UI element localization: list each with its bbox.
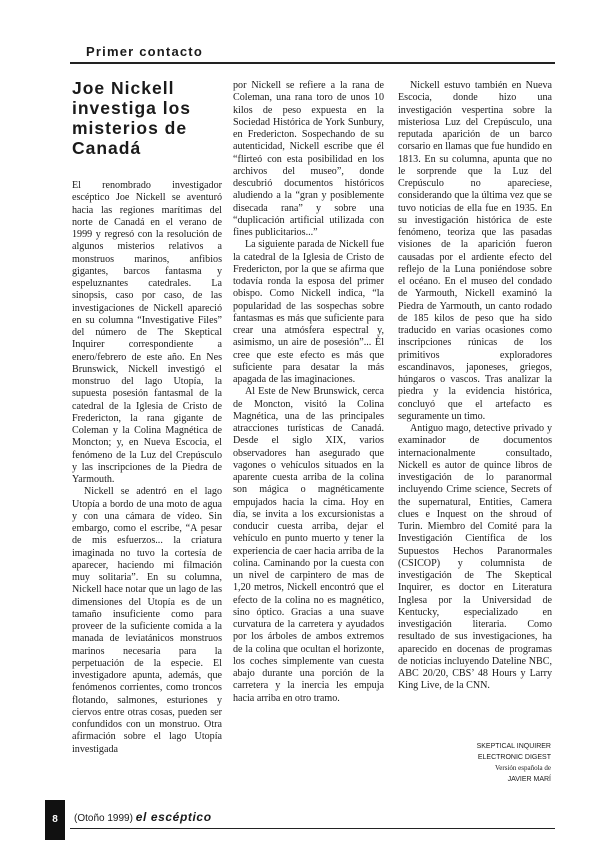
column-3 xyxy=(398,80,552,693)
issue-date: (Otoño 1999) xyxy=(74,813,133,824)
paragraph: por Nickell se refiere a la rana de Coleman, una rana toro de unos 10 kilos de peso expuesta en la Sociedad Histórica de York Sunbury, en Fredericton. Sospechando de su autenticidad, Nickell escribe que él “flirteó con esta posibilidad en los archivos del museo”, donde descubrió documentos históricos aludiendo a la “gran y posiblemente disecada rana” y sobre una “duplicación artificial utilizada con fines publicitarios...” xyxy=(233,80,384,238)
page-number: 8 xyxy=(45,800,65,840)
paragraph: Nickell se adentró en el lago Utopía a bordo de una moto de agua y con una cámara de vídeo. Sin embargo, como el escribe, “A pesar de mis esfuerzos... la criatura imaginada no tuvo la cortesía de aparecer, haciendo mi filmación muy solitaria”. En su columna, Nickell hace notar que un lago de las dimensiones del Utopía es de un tamaño insuficiente como para proveer de la suficiente comida a la manada de leviatánicos monstruos marinos necesaria para la perpetuación de la especie. El investigadore apunta, además, que fenómenos corrientes, como troncos flotando, salmones, esturiones y ciervos entre otras cosas, pueden ser confundidos con un monstruo. Otra afirmación sobre el lago Utopía investigada xyxy=(72,486,222,755)
paragraph: Antiguo mago, detective privado y examinador de documentos internacionalmente consultado, Nickell es autor de quince libros de investigación de lo paranormal incluyendo Crime science, Secrets of the supernatural, Entities, Camera clues e Inquest on the shroud of Turin. Miembro del Comité para la Investigación Científica de los Supuestos Hechos Paranormales (CSICOP) y columnista de investigación de The Skeptical Inquirer, es doctor en Literatura Inglesa por la Universidad de Kentucky, especializado en investigación literaria. Como resultado de sus investigaciones, ha aparecido en docenas de programas de noticias incluyendo Dateline NBC, ABC 20/20, CBS’ 48 Hours y Larry King Live, de la CNN. xyxy=(398,423,552,692)
paragraph: Al Este de New Brunswick, cerca de Moncton, visitó la Colina Magnética, una de las principales atracciones turísticas de Canadá. Desde el siglo XIX, varios observadores han asegurado que vagones o vehículos situados en la aparente cuesta arriba de la colina son mágica o magnéticamente empujados hacia la cima. Hoy en día, se invita a los excursionistas a conducir cuesta arriba, dejar el vehículo en punto muerto y tener la experiencia de caer hacia arriba de la colina. Caminando por la cuesta con un nivel de carpintero de mas de 1,20 metros, Nickell encontró que el efecto de la colina no es magnético, sino óptico. Gracias a una suave curvatura de la carretera y ayudados por los árboles de ambos extremos de la colina que ocultan el horizonte, los coches simplemente van cuesta abajo durante una porción de la carretera y la inercia les empuja hacia arriba en otro tramo. xyxy=(233,386,384,704)
credit-source: ELECTRONIC DIGEST xyxy=(477,754,551,761)
paragraph: El renombrado investigador escéptico Joe Nickell se aventuró hacia las regiones marítimas del norte de Canadá en el verano de 1999 y regresó con la resolución de algunos misterios relativos a monstruos marinos, anfibios gigantes, barcos fantasma y espeluznantes catedrales. La sinopsis, caso por caso, de las investigaciones de Nickell apareció en su columna “Investigative Files” del número de The Skeptical Inquirer correspondiente a enero/febrero de este año. En Nes Brunswick, Nickell investigó el monstruo del lago Utopía, la supuesta posesión fantasmal de la catedral de la Iglesia de Cristo de Fredericton, la rana gigante de Coleman y la Colina Magnética de Moncton; y, en Nueva Escocia, el fenómeno de la Luz del Crepúsculo y las inscripciones de la Piedra de Yarmouth. xyxy=(72,180,222,485)
section-title: Primer contacto xyxy=(86,44,203,59)
translator-name: JAVIER MARÍ xyxy=(507,776,551,783)
column-1 xyxy=(72,180,222,756)
paragraph: La siguiente parada de Nickell fue la catedral de la Iglesia de Cristo de Fredericton, por la que se afirma que todavía ronda la esposa del primer obispo. Como Nickell indica, “la popularidad de las sospechas sobre fantasmas es más que suficiente para crear una atmósfera espectral y, asimismo, un aire de posesión”... Él cree que este efecto es más que suficiente para desatar la más apagada de las imaginaciones. xyxy=(233,239,384,385)
column-2 xyxy=(233,80,384,705)
paragraph: Nickell estuvo también en Nueva Escocia, donde hizo una investigación vespertina sobre la misteriosa Luz del Crepúsculo, una reputada aparición de un barco corsario en llamas que fue hundido en 1813. En su columna, apunta que no le sorprende que la Luz del Crepúsculo no apareciese, considerando que la última vez que se tuvo noticias de ella fue en 1935. En su investigación histórica de este fenómeno, teoriza que las pasadas visiones de la aparición fueron causadas por el ardiente efecto del reflejo de la Luna poniéndose sobre el océano. En el museo del condado de Yarmouth, Nickell examinó la Piedra de Yarmouth, un canto rodado de 185 kilos de peso que ha sido traducido en varias ocasiones como inscripciones rúnicas de los primitivos exploradores escandinavos, japoneses, griegos, húngaros o vascos. Tras analizar la piedra y la evidencia histórica, concluyó que el artefacto es seguramente un timo. xyxy=(398,80,552,422)
footer xyxy=(74,810,212,824)
translation-label: Versión española de xyxy=(495,764,551,772)
credits xyxy=(477,741,551,785)
credit-source: SKEPTICAL INQUIRER xyxy=(476,743,551,750)
magazine-name: el escéptico xyxy=(135,810,212,824)
header-rule xyxy=(70,62,555,64)
article-title: Joe Nickell investiga los misterios de Canadá xyxy=(72,78,192,158)
footer-rule xyxy=(70,828,555,829)
